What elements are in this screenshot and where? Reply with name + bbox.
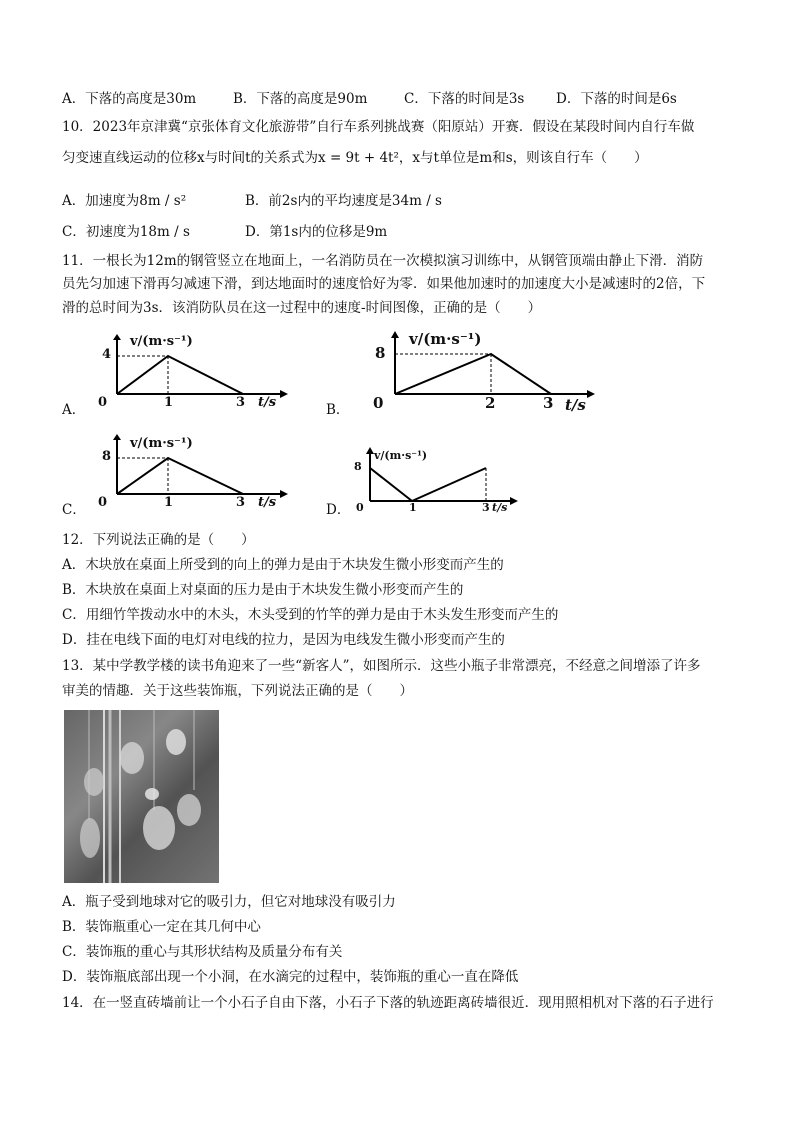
q11-label-c: C． — [62, 502, 86, 518]
t-end-label: 3 — [236, 495, 246, 510]
peak-label: 8 — [102, 449, 112, 464]
axis-t-label: t/s — [492, 501, 508, 514]
vt-graph-a — [90, 334, 290, 414]
q13-option-c: C．装饰瓶的重心与其形状结构及质量分布有关 — [62, 944, 343, 960]
axis-v-label: v/(m·s⁻¹) — [130, 436, 193, 451]
q9-option-d: D．下落的时间是6s — [556, 91, 677, 107]
axis-v-label: v/(m·s⁻¹) — [409, 330, 482, 348]
t-end-label: 3 — [482, 501, 490, 514]
q9-option-c: C．下落的时间是3s — [404, 91, 525, 107]
axis-t-label: t/s — [258, 495, 277, 510]
vt-line — [117, 356, 243, 394]
t-peak-label: 1 — [409, 501, 417, 514]
vt-line — [395, 354, 551, 394]
q11-stem-line2: 员先匀加速下滑再匀减速下滑，到达地面时的速度恰好为零．如果他加速时的加速度大小是减速时的2倍，下 — [62, 276, 706, 292]
q11-label-d: D． — [326, 502, 351, 518]
q13-stem-line1: 13．某中学教学楼的读书角迎来了一些“新客人”，如图所示．这些小瓶子非常漂亮，不经意之间增添了许多 — [62, 658, 701, 674]
q13-stem-line2: 审美的情趣．关于这些装饰瓶，下列说法正确的是（ ） — [62, 683, 413, 699]
y-arrow-icon — [113, 434, 121, 440]
x-arrow-icon — [280, 490, 288, 498]
axis-v-label: v/(m·s⁻¹) — [374, 449, 428, 462]
q10-option-d: D．第1s内的位移是9m — [245, 224, 388, 240]
bottles-illustration — [64, 710, 219, 883]
q12-option-d: D．挂在电线下面的电灯对电线的拉力，是因为电线发生微小形变而产生的 — [62, 632, 505, 648]
y-arrow-icon — [366, 447, 374, 454]
q10-stem-line2: 匀变速直线运动的位移x与时间t的关系式为x = 9t + 4t²，x与t单位是m和s，则该自行车（ ） — [62, 150, 648, 166]
origin-label: 0 — [98, 395, 108, 410]
q11-stem-line1: 11．一根长为12m的钢管竖立在地面上，一名消防员在一次模拟演习训练中，从钢管顶端由静止下滑．消防 — [62, 253, 704, 269]
t-peak-label: 1 — [164, 495, 174, 510]
q12-stem: 12．下列说法正确的是（ ） — [62, 532, 255, 548]
y-arrow-icon — [113, 334, 121, 340]
x-arrow-icon — [587, 390, 595, 398]
q11-stem-line3: 滑的总时间为3s．该消防队员在这一过程中的速度-时间图像，正确的是（ ） — [62, 300, 542, 316]
q10-stem-line1: 10．2023年京津冀“京张体育文化旅游带”自行车系列挑战赛（阳原站）开赛．假设在某段时间内自行车做 — [62, 119, 695, 135]
origin-label: 0 — [98, 495, 108, 510]
t-peak-label: 2 — [485, 394, 496, 412]
axis-t-label: t/s — [565, 396, 586, 414]
origin-label: 0 — [373, 394, 384, 412]
q12-option-b: B．木块放在桌面上对桌面的压力是由于木块发生微小形变而产生的 — [62, 582, 464, 598]
vt-graph-c — [90, 434, 300, 514]
axis-t-label: t/s — [258, 395, 277, 410]
q11-label-a: A． — [62, 402, 86, 418]
q13-option-b: B．装饰瓶重心一定在其几何中心 — [62, 919, 261, 935]
q11-label-b: B． — [326, 402, 350, 418]
q9-option-b: B．下落的高度是90m — [233, 91, 368, 107]
peak-label: 4 — [102, 347, 112, 362]
q9-option-a: A．下落的高度是30m — [62, 91, 197, 107]
x-arrow-icon — [510, 497, 518, 505]
y-arrow-icon — [391, 331, 399, 338]
q14-stem-line1: 14．在一竖直砖墙前让一个小石子自由下落，小石子下落的轨迹距离砖墙很近．现用照相机对下落的石子进行 — [62, 995, 714, 1011]
q10-option-b: B．前2s内的平均速度是34m / s — [245, 193, 442, 209]
q12-option-a: A．木块放在桌面上所受到的向上的弹力是由于木块发生微小形变而产生的 — [62, 557, 504, 573]
q13-option-a: A．瓶子受到地球对它的吸引力，但它对地球没有吸引力 — [62, 894, 396, 910]
t-peak-label: 1 — [164, 395, 174, 410]
q13-option-d: D．装饰瓶底部出现一个小洞，在水滴完的过程中，装饰瓶的重心一直在降低 — [62, 969, 519, 985]
x-arrow-icon — [280, 390, 288, 398]
decorative-bottles-photo — [64, 710, 219, 883]
vt-graph-d — [350, 446, 530, 516]
axis-v-label: v/(m·s⁻¹) — [130, 334, 193, 349]
q10-option-a: A．加速度为8m / s² — [62, 193, 187, 209]
vt-line — [117, 458, 243, 494]
t-end-label: 3 — [236, 395, 246, 410]
peak-label: 8 — [354, 460, 362, 473]
vt-graph-b — [365, 330, 615, 416]
vt-line — [370, 468, 486, 501]
q10-option-c: C．初速度为18m / s — [62, 224, 190, 240]
origin-label: 0 — [356, 501, 364, 514]
peak-label: 8 — [375, 344, 386, 362]
q12-option-c: C．用细竹竿拨动水中的木头，木头受到的竹竿的弹力是由于木头发生形变而产生的 — [62, 607, 559, 623]
t-end-label: 3 — [543, 394, 554, 412]
